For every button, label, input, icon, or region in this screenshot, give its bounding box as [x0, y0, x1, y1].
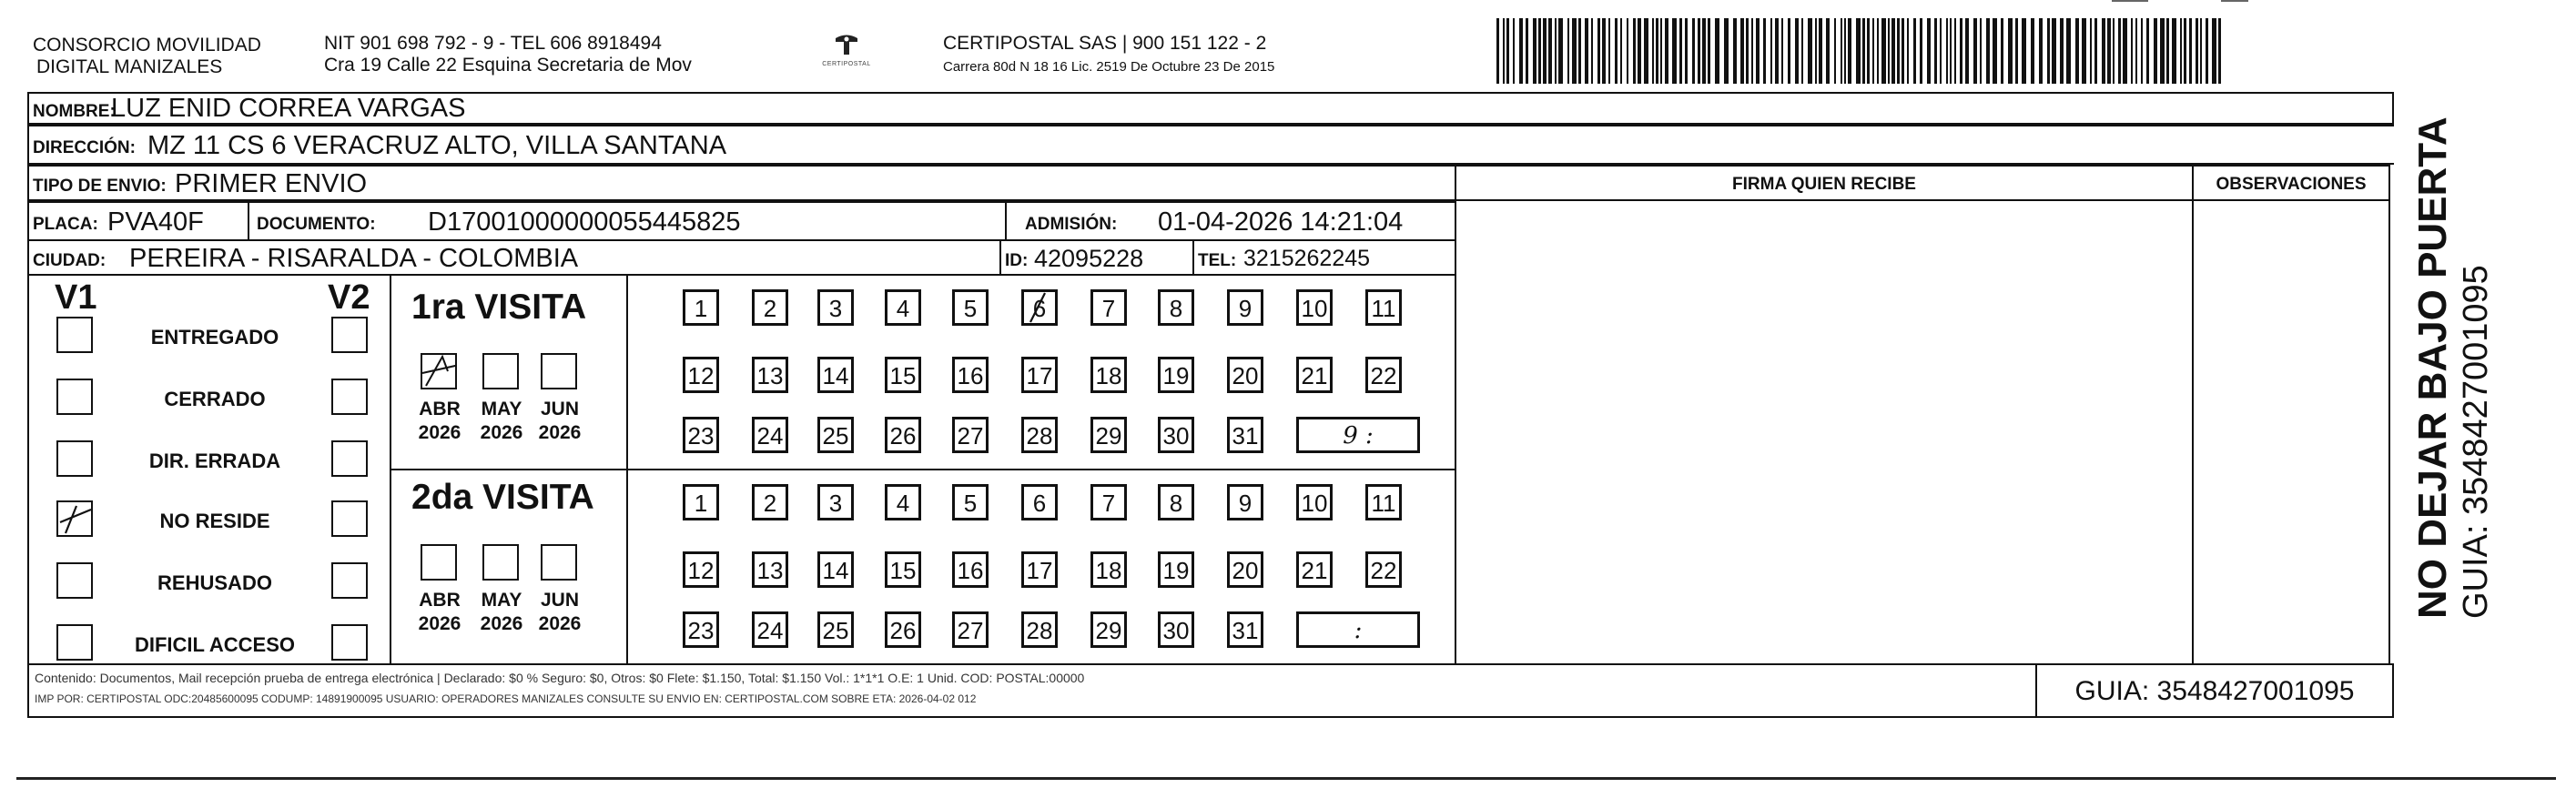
- status-label: DIR. ERRADA: [148, 450, 281, 472]
- barcode-bar: [1756, 18, 1760, 84]
- barcode-bar: [1897, 18, 1900, 84]
- day-box[interactable]: 8: [1158, 289, 1194, 326]
- day-box[interactable]: 12: [683, 551, 719, 588]
- tel-cell: [1192, 239, 1456, 276]
- cut-line: [16, 777, 2556, 780]
- v2-checkbox[interactable]: [331, 500, 368, 537]
- barcode-bar: [1960, 18, 1962, 84]
- barcode-bar: [1519, 18, 1523, 84]
- month-label: ABR: [419, 590, 461, 611]
- barcode-bar: [1615, 18, 1618, 84]
- barcode-bar: [1746, 18, 1749, 84]
- scan-mark: [2112, 0, 2148, 2]
- day-box[interactable]: 14: [817, 551, 854, 588]
- barcode-bar: [2066, 18, 2071, 84]
- barcode-bar: [1638, 18, 1641, 84]
- id-label: ID:: [1005, 251, 1029, 270]
- barcode-bar: [1633, 18, 1636, 84]
- checkmark-icon: [1021, 289, 1058, 326]
- placa-label: PLACA:: [33, 215, 98, 234]
- barcode-bar: [2031, 18, 2034, 84]
- direccion-label: DIRECCIÓN:: [33, 138, 136, 157]
- divider: [390, 469, 1456, 470]
- status-label: DIFICIL ACCESO: [134, 633, 295, 656]
- day-box[interactable]: 4: [885, 289, 921, 326]
- day-box[interactable]: 21: [1296, 357, 1333, 393]
- day-box[interactable]: 12: [683, 357, 719, 393]
- day-box[interactable]: 19: [1158, 551, 1194, 588]
- barcode-bar: [1834, 18, 1836, 84]
- v2-checkbox[interactable]: [331, 379, 368, 415]
- company-name: [33, 35, 261, 78]
- id-value: 42095228: [1034, 245, 1144, 272]
- barcode-bar: [1567, 18, 1569, 84]
- month-label: JUN: [540, 590, 579, 611]
- day-box[interactable]: 25: [817, 611, 854, 648]
- company-contact: [324, 33, 692, 76]
- barcode-bar: [1993, 18, 1997, 84]
- barcode-bar: [1965, 18, 1969, 84]
- barcode-bar: [2060, 18, 2064, 84]
- barcode-bar: [1872, 18, 1874, 84]
- barcode-bar: [1533, 18, 1536, 84]
- barcode-bar: [1692, 18, 1695, 84]
- day-box[interactable]: 8: [1158, 484, 1194, 520]
- month-label: MAY: [481, 399, 522, 419]
- barcode-bar: [2113, 18, 2115, 84]
- direccion-row: [27, 125, 2394, 165]
- certipostal-logo: [810, 33, 883, 67]
- day-box[interactable]: 18: [1090, 551, 1127, 588]
- barcode-bar: [1715, 18, 1719, 84]
- day-box[interactable]: 9: [1227, 484, 1263, 520]
- day-box[interactable]: 25: [817, 417, 854, 453]
- barcode-bar: [2196, 18, 2198, 84]
- day-box[interactable]: 13: [752, 357, 788, 393]
- admision-cell: [1005, 201, 1456, 241]
- checkmark-icon: [421, 353, 457, 389]
- day-box[interactable]: 3: [817, 289, 854, 326]
- v1-checkbox[interactable]: [56, 500, 93, 537]
- certipostal-license: Carrera 80d N 18 16 Lic. 2519 De Octubre 23 De 2015: [943, 59, 1275, 75]
- barcode-bar: [1973, 18, 1977, 84]
- barcode-bar: [2135, 18, 2137, 84]
- firma-header: FIRMA QUIEN RECIBE: [1732, 175, 1916, 194]
- barcode-bar: [1602, 18, 1606, 84]
- day-box[interactable]: 11: [1365, 484, 1402, 520]
- v2-label: V2: [328, 278, 370, 317]
- barcode-bar: [1927, 18, 1931, 84]
- day-box[interactable]: 24: [752, 611, 788, 648]
- barcode-icon: [1496, 18, 2223, 84]
- barcode-bar: [2218, 18, 2221, 84]
- tipo-envio-row: [27, 165, 1456, 201]
- status-label: REHUSADO: [157, 571, 272, 594]
- day-box[interactable]: 31: [1227, 611, 1263, 648]
- barcode-bar: [1506, 18, 1509, 84]
- barcode-bar: [1763, 18, 1766, 84]
- day-box[interactable]: 16: [952, 357, 989, 393]
- barcode-bar: [1733, 18, 1737, 84]
- barcode-bar: [2200, 18, 2202, 84]
- day-box[interactable]: 15: [885, 357, 921, 393]
- observaciones-header-cell: [2192, 165, 2390, 201]
- barcode-bar: [1808, 18, 1812, 84]
- day-box[interactable]: 7: [1090, 484, 1127, 520]
- month-checkbox[interactable]: [421, 544, 457, 581]
- barcode-bar: [1597, 18, 1600, 84]
- barcode-bar: [1770, 18, 1772, 84]
- barcode-bar: [1698, 18, 1700, 84]
- certipostal-info: [943, 33, 1274, 76]
- day-box[interactable]: 30: [1158, 417, 1194, 453]
- barcode-bar: [1826, 18, 1830, 84]
- barcode-bar: [1856, 18, 1861, 84]
- barcode-bar: [1877, 18, 1879, 84]
- barcode-bar: [1775, 18, 1779, 84]
- barcode-bar: [1708, 18, 1710, 84]
- day-box[interactable]: 20: [1227, 357, 1263, 393]
- barcode-bar: [1751, 18, 1753, 84]
- visit-1-title: 1ra VISITA: [411, 288, 587, 327]
- v1-checkbox[interactable]: [56, 624, 93, 661]
- barcode-bar: [1685, 18, 1688, 84]
- day-box[interactable]: 5: [952, 484, 989, 520]
- day-box[interactable]: 27: [952, 611, 989, 648]
- barcode-bar: [2154, 18, 2157, 84]
- day-box[interactable]: 18: [1090, 357, 1127, 393]
- day-box[interactable]: 4: [885, 484, 921, 520]
- admision-value: 01-04-2026 14:21:04: [1158, 207, 1404, 237]
- barcode-bar: [1572, 18, 1577, 84]
- barcode-bar: [1578, 18, 1581, 84]
- barcode-bar: [2075, 18, 2079, 84]
- barcode-bar: [2123, 18, 2127, 84]
- barcode-bar: [1950, 18, 1952, 84]
- barcode-bar: [1986, 18, 1990, 84]
- barcode-bar: [1679, 18, 1682, 84]
- tipo-envio-label: TIPO DE ENVIO:: [33, 177, 167, 196]
- barcode-bar: [1652, 18, 1654, 84]
- barcode-bar: [2082, 18, 2086, 84]
- barcode-bar: [1946, 18, 1948, 84]
- footer-line-2: IMP POR: CERTIPOSTAL ODC:20485600095 CODUMP: 14891900095 USUARIO: OPERADORES MANIZALES CONSULTE SU ENVIO EN: CERTIPOSTAL.COM SOBRE ETA: 2026-04-02 012: [35, 692, 977, 705]
- day-box[interactable]: 23: [683, 611, 719, 648]
- admision-label: ADMISIÓN:: [1025, 215, 1118, 234]
- barcode-bar: [2047, 18, 2050, 84]
- barcode-bar: [1672, 18, 1677, 84]
- barcode-bar: [2189, 18, 2192, 84]
- barcode-bar: [1795, 18, 1799, 84]
- barcode-bar: [1702, 18, 1706, 84]
- barcode-bar: [1591, 18, 1593, 84]
- time-box[interactable]: 9 :: [1296, 417, 1420, 453]
- day-box[interactable]: 2: [752, 484, 788, 520]
- company-line-1: CONSORCIO MOVILIDAD: [33, 35, 261, 56]
- day-box[interactable]: 23: [683, 417, 719, 453]
- barcode-bar: [2102, 18, 2105, 84]
- logo-mark-icon: [833, 33, 860, 56]
- checkmark-icon: [56, 500, 93, 537]
- tel-label: TEL:: [1198, 251, 1237, 270]
- year-label: 2026: [538, 613, 582, 634]
- barcode-bar: [2090, 18, 2092, 84]
- day-box[interactable]: 29: [1090, 417, 1127, 453]
- barcode-bar: [2107, 18, 2111, 84]
- year-label: 2026: [538, 422, 582, 443]
- v2-checkbox[interactable]: [331, 562, 368, 599]
- month-checkbox[interactable]: [541, 544, 577, 581]
- barcode-bar: [2094, 18, 2097, 84]
- barcode-bar: [1740, 18, 1744, 84]
- barcode-bar: [1801, 18, 1803, 84]
- status-label: CERRADO: [164, 388, 266, 410]
- certipostal-nit: CERTIPOSTAL SAS | 900 151 122 - 2: [943, 33, 1267, 54]
- barcode-bar: [2146, 18, 2149, 84]
- time-box[interactable]: :: [1296, 611, 1420, 648]
- company-line-2: DIGITAL MANIZALES: [36, 56, 223, 77]
- month-checkbox[interactable]: [421, 353, 457, 389]
- barcode-bar: [1980, 18, 1982, 84]
- day-box[interactable]: 14: [817, 357, 854, 393]
- side-guia: GUIA: 3548427001095: [2457, 265, 2495, 619]
- status-label: ENTREGADO: [150, 326, 279, 349]
- day-box[interactable]: 26: [885, 611, 921, 648]
- barcode-bar: [1891, 18, 1895, 84]
- barcode-bar: [2008, 18, 2013, 84]
- barcode-bar: [1503, 18, 1505, 84]
- barcode-bar: [1902, 18, 1904, 84]
- day-box[interactable]: 3: [817, 484, 854, 520]
- day-box[interactable]: 1: [683, 289, 719, 326]
- direccion-value: MZ 11 CS 6 VERACRUZ ALTO, VILLA SANTANA: [147, 131, 727, 160]
- day-box[interactable]: 22: [1365, 551, 1402, 588]
- ciudad-value: PEREIRA - RISARALDA - COLOMBIA: [129, 244, 579, 273]
- documento-label: DOCUMENTO:: [257, 215, 376, 234]
- day-box[interactable]: 21: [1296, 551, 1333, 588]
- day-box[interactable]: 11: [1365, 289, 1402, 326]
- barcode-bar: [1724, 18, 1729, 84]
- month-checkbox[interactable]: [482, 544, 519, 581]
- barcode-bar: [2172, 18, 2176, 84]
- barcode-bar: [2166, 18, 2169, 84]
- day-box[interactable]: 28: [1021, 417, 1058, 453]
- barcode-bar: [1608, 18, 1610, 84]
- barcode-bar: [1934, 18, 1937, 84]
- no-dejar-warning: NO DEJAR BAJO PUERTA: [2410, 116, 2455, 619]
- ciudad-label: CIUDAD:: [33, 251, 106, 270]
- barcode-bar: [1558, 18, 1563, 84]
- barcode-bar: [2184, 18, 2186, 84]
- observaciones-header: OBSERVACIONES: [2216, 175, 2367, 194]
- barcode-bar: [1862, 18, 1865, 84]
- tel-value: 3215262245: [1243, 246, 1371, 271]
- year-label: 2026: [480, 422, 523, 443]
- day-box[interactable]: 17: [1021, 357, 1058, 393]
- barcode-bar: [1496, 18, 1499, 84]
- footer-line-1: Contenido: Documentos, Mail recepción prueba de entrega electrónica | Declarado: $0 % Seguro: $0, Otros: $0 Flete: $1.150, Total: $1.150 Vol.: 1*1*1 O.E: 1 Unid. COD: POSTAL:00000: [35, 671, 1085, 685]
- documento-value: D17001000000055445825: [428, 207, 741, 237]
- barcode-bar: [2015, 18, 2018, 84]
- year-label: 2026: [418, 613, 461, 634]
- id-cell: [999, 239, 1194, 276]
- barcode-bar: [2001, 18, 2003, 84]
- barcode-bar: [1888, 18, 1890, 84]
- month-label: ABR: [419, 399, 461, 419]
- day-box[interactable]: 1: [683, 484, 719, 520]
- day-box[interactable]: 15: [885, 551, 921, 588]
- day-box[interactable]: 17: [1021, 551, 1058, 588]
- day-box[interactable]: 27: [952, 417, 989, 453]
- firma-header-cell: [1455, 165, 2194, 201]
- barcode-bar: [1913, 18, 1916, 84]
- nit-line: NIT 901 698 792 - 9 - TEL 606 8918494: [324, 33, 662, 54]
- barcode-bar: [2039, 18, 2043, 84]
- day-box[interactable]: 5: [952, 289, 989, 326]
- v2-checkbox[interactable]: [331, 624, 368, 661]
- placa-cell: [27, 201, 249, 241]
- day-box[interactable]: 9: [1227, 289, 1263, 326]
- v1-checkbox[interactable]: [56, 562, 93, 599]
- day-box[interactable]: 22: [1365, 357, 1402, 393]
- barcode-bar: [1620, 18, 1622, 84]
- month-checkbox[interactable]: [541, 353, 577, 389]
- day-box[interactable]: 31: [1227, 417, 1263, 453]
- day-box[interactable]: 20: [1227, 551, 1263, 588]
- day-box[interactable]: 24: [752, 417, 788, 453]
- month-label: MAY: [481, 590, 522, 611]
- barcode-bar: [2212, 18, 2216, 84]
- month-checkbox[interactable]: [482, 353, 519, 389]
- barcode-bar: [1555, 18, 1557, 84]
- month-label: JUN: [540, 399, 579, 419]
- day-box[interactable]: 7: [1090, 289, 1127, 326]
- status-label: NO RESIDE: [159, 510, 270, 532]
- nombre-row: [27, 92, 2394, 125]
- barcode-bar: [1940, 18, 1942, 84]
- day-box[interactable]: 6: [1021, 484, 1058, 520]
- barcode-bar: [2022, 18, 2026, 84]
- footer-guia-box: [2035, 663, 2394, 718]
- barcode-bar: [1656, 18, 1658, 84]
- v1-checkbox[interactable]: [56, 317, 93, 353]
- barcode-bar: [2118, 18, 2121, 84]
- v1-checkbox[interactable]: [56, 440, 93, 477]
- v2-checkbox[interactable]: [331, 440, 368, 477]
- day-box[interactable]: 10: [1296, 289, 1333, 326]
- barcode-bar: [1907, 18, 1909, 84]
- barcode-bar: [1665, 18, 1668, 84]
- barcode-bar: [1920, 18, 1922, 84]
- barcode-bar: [1627, 18, 1628, 84]
- day-box[interactable]: 10: [1296, 484, 1333, 520]
- scan-mark: [2221, 0, 2248, 2]
- barcode: [1496, 18, 2223, 84]
- tipo-envio-value: PRIMER ENVIO: [175, 169, 368, 198]
- barcode-bar: [1538, 18, 1541, 84]
- day-box[interactable]: 29: [1090, 611, 1127, 648]
- barcode-bar: [1526, 18, 1528, 84]
- barcode-bar: [1513, 18, 1515, 84]
- barcode-bar: [1644, 18, 1648, 84]
- firma-area[interactable]: [1455, 199, 2194, 665]
- barcode-bar: [1844, 18, 1846, 84]
- v1-label: V1: [55, 278, 97, 317]
- barcode-bar: [1867, 18, 1870, 84]
- logo-caption: CERTIPOSTAL: [822, 61, 871, 67]
- barcode-bar: [2052, 18, 2056, 84]
- barcode-bar: [1660, 18, 1662, 84]
- barcode-bar: [1585, 18, 1588, 84]
- v2-checkbox[interactable]: [331, 317, 368, 353]
- barcode-bar: [1548, 18, 1552, 84]
- day-box[interactable]: 13: [752, 551, 788, 588]
- nombre-value: LUZ ENID CORREA VARGAS: [111, 94, 466, 123]
- ciudad-cell: [27, 239, 1001, 276]
- nombre-label: NOMBRE:: [33, 102, 116, 121]
- barcode-bar: [1841, 18, 1842, 84]
- observaciones-area[interactable]: [2192, 199, 2390, 665]
- barcode-bar: [1815, 18, 1817, 84]
- barcode-bar: [1543, 18, 1547, 84]
- visit-2-title: 2da VISITA: [411, 478, 594, 517]
- address-line: Cra 19 Calle 22 Esquina Secretaria de Mov: [324, 55, 692, 76]
- barcode-bar: [1819, 18, 1822, 84]
- barcode-bar: [2131, 18, 2133, 84]
- day-box[interactable]: 28: [1021, 611, 1058, 648]
- day-box[interactable]: 6: [1021, 289, 1058, 326]
- barcode-bar: [1881, 18, 1886, 84]
- placa-value: PVA40F: [107, 207, 204, 237]
- documento-cell: [248, 201, 1007, 241]
- day-box[interactable]: 19: [1158, 357, 1194, 393]
- barcode-bar: [2180, 18, 2182, 84]
- barcode-bar: [2206, 18, 2208, 84]
- side-text: [2410, 109, 2520, 619]
- barcode-bar: [1848, 18, 1851, 84]
- footer-guia: GUIA: 3548427001095: [2074, 676, 2355, 706]
- barcode-bar: [1788, 18, 1790, 84]
- barcode-bar: [2141, 18, 2143, 84]
- day-box[interactable]: 2: [752, 289, 788, 326]
- barcode-bar: [1781, 18, 1783, 84]
- year-label: 2026: [480, 613, 523, 634]
- day-box[interactable]: 16: [952, 551, 989, 588]
- barcode-bar: [2160, 18, 2165, 84]
- barcode-bar: [1954, 18, 1956, 84]
- day-box[interactable]: 26: [885, 417, 921, 453]
- year-label: 2026: [418, 422, 461, 443]
- v1-checkbox[interactable]: [56, 379, 93, 415]
- day-box[interactable]: 30: [1158, 611, 1194, 648]
